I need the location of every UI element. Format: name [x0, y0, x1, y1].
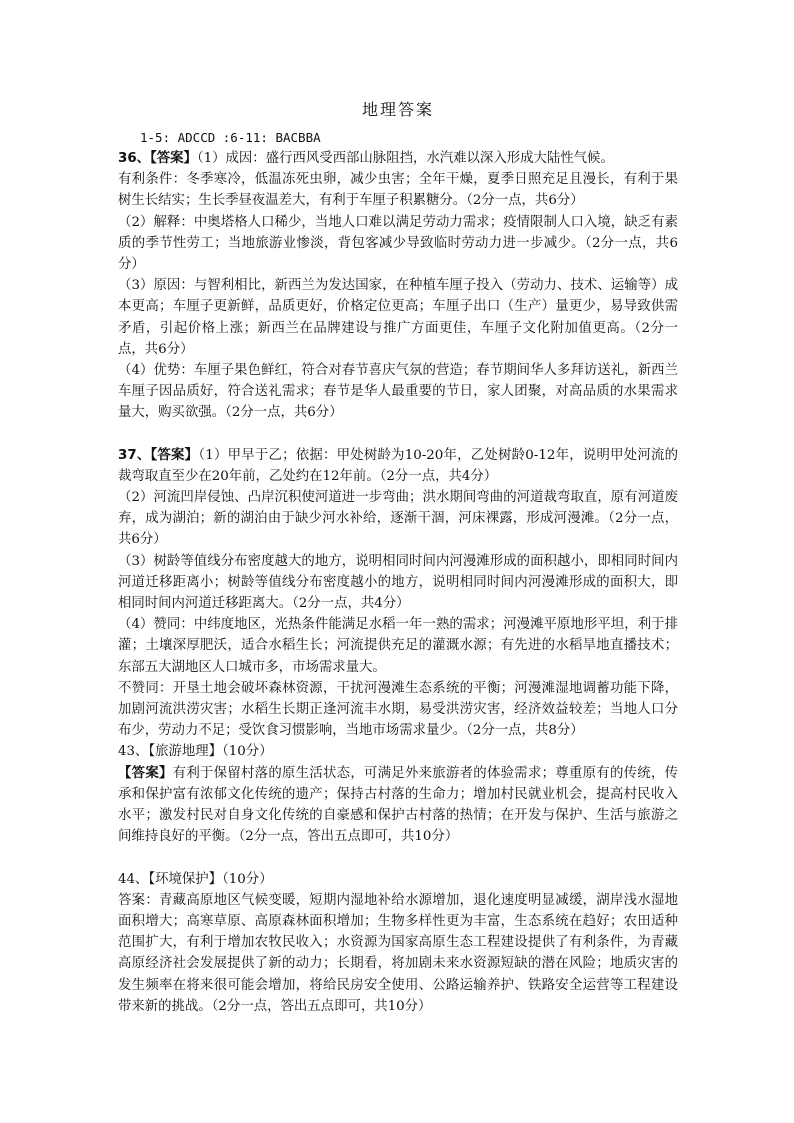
q43-answer-tag: 【答案】: [118, 765, 173, 781]
q36-paragraph-4: （3）原因：与智利相比，新西兰为发达国家，在种植车厘子投入（劳动力、技术、运输等）成本更高；车厘子更新鲜，品质更好，价格定位更高；车厘子出口（生产）量更少，易导致供需矛盾，引起价格上涨；新西兰在品牌建设与推广方面更佳，车厘子文化附加值更高。（2分一点，共6分）: [118, 278, 678, 357]
page-title: 地理答案: [361, 100, 434, 119]
q36-paragraph-3: （2）解释：中奥塔格人口稀少，当地人口难以满足劳动力需求；疫情限制人口入境，缺乏有素质的季节性劳工；当地旅游业惨淡，背包客减少导致临时劳动力进一步减少。（2分一点，共6分）: [118, 214, 678, 273]
q36-paragraph-5: （4）优势：车厘子果色鲜红，符合对春节喜庆气氛的营造；春节期间华人多拜访送礼，新西兰车厘子因品质好，符合送礼需求；春节是华人最重要的节日，家人团聚，对高品质的水果需求量大，购买欲强。（2分一点，共6分）: [118, 363, 678, 421]
q43-answer: [118, 763, 678, 848]
q36-answer-tag: 【答案】: [150, 151, 197, 166]
q37-paragraph-3: （3）树龄等值线分布密度越大的地方，说明相同时间内河漫滩形成的面积越小，即相同时间内河道迁移距离小；树龄等值线分布密度越小的地方，说明相同时间内河漫滩形成的面积大，即相同时间内河道迁移距离大。（2分一点，共4分）: [118, 553, 678, 612]
q36-paragraph-1: [118, 148, 678, 169]
spacer: [118, 848, 678, 869]
q37-part1-text: （1）甲早于乙；依据：甲处树龄为10-20年，乙处树龄0-12年，说明甲处河流的裁弯取直至少在20年前，乙处约在12年前。（2分一点，共4分）: [118, 447, 678, 484]
q37-paragraph-4: （4）赞同：中纬度地区，光热条件能满足水稻一年一熟的需求；河漫滩平原地形平坦，利于排灌；土壤深厚肥沃，适合水稻生长；河流提供充足的灌溉水源；有先进的水稻旱地直播技术；东部五大湖地区人口城市多，市场需求量大。: [118, 617, 678, 675]
q44-answer: 答案：青藏高原地区气候变暖，短期内湿地补给水源增加，退化速度明显减缓，湖岸浅水湿地面积增大；高寒草原、高原森林面积增加；生物多样性更为丰富，生态系统在趋好；农田适种范围扩大，有利于增加农牧民收入；水资源为国家高原生态工程建设提供了有利条件，为青藏高原经济社会发展提供了新的动力；长期看，将加剧未来水资源短缺的潜在风险；地质灾害的发生频率在将来很可能会增加，将给民房安全使用、公路运输养护、铁路安全运营等工程建设带来新的挑战。（2分一点，答出五点即可，共10分）: [118, 892, 678, 1014]
answer-sheet: [118, 100, 678, 1017]
q36-part1-text: （1）成因：盛行西风受西部山脉阻挡，水汽难以深入形成大陆性气候。: [196, 151, 614, 166]
spacer: [118, 424, 678, 445]
q36-number: 36、: [118, 151, 151, 166]
q37-paragraph-2: （2）河流凹岸侵蚀、凸岸沉积使河道进一步弯曲；洪水期间弯曲的河道裁弯取直，原有河道废弃，成为湖泊；新的湖泊由于缺少河水补给，逐渐干涸，河床裸露，形成河漫滩。（2分一点，共6分）: [118, 490, 678, 548]
q37-paragraph-5: 不赞同：开垦土地会破坏森林资源，干扰河漫滩生态系统的平衡；河漫滩湿地调蓄功能下降，加剧河流洪涝灾害；水稻生长期正逢河流丰水期，易受洪涝灾害，经济效益较差；当地人口分布少，劳动力不足；受饮食习惯影响，当地市场需求量少。（2分一点，共8分）: [118, 680, 678, 739]
q37-number: 37、: [118, 447, 151, 463]
q37-answer-tag: 【答案】: [150, 447, 199, 463]
q43-answer-text: 有利于保留村落的原生活状态，可满足外来旅游者的体验需求；尊重原有的传统，传承和保护富有浓郁文化传统的遗产；保持古村落的生命力；增加村民就业机会，提高村民收入水平；激发村民对自身文化传统的自豪感和保护古村落的热情；在开发与保护、生活与旅游之间维持良好的平衡。（2分一点，答出五点即可，共10分）: [118, 765, 679, 845]
q37-paragraph-1: [118, 445, 678, 487]
q43-heading: 43、【旅游地理】（10分）: [118, 744, 273, 760]
multiple-choice-answers: 1-5: ADCCD :6-11: BACBBA: [140, 130, 321, 145]
q36-paragraph-2: 有利条件：冬季寒冷，低温冻死虫卵，减少虫害；全年干燥，夏季日照充足且漫长，有利于果树生长结实；生长季昼夜温差大，有利于车厘子积累糖分。（2分一点，共6分）: [118, 172, 678, 209]
q44-heading: 44、【环境保护】（10分）: [118, 871, 273, 887]
